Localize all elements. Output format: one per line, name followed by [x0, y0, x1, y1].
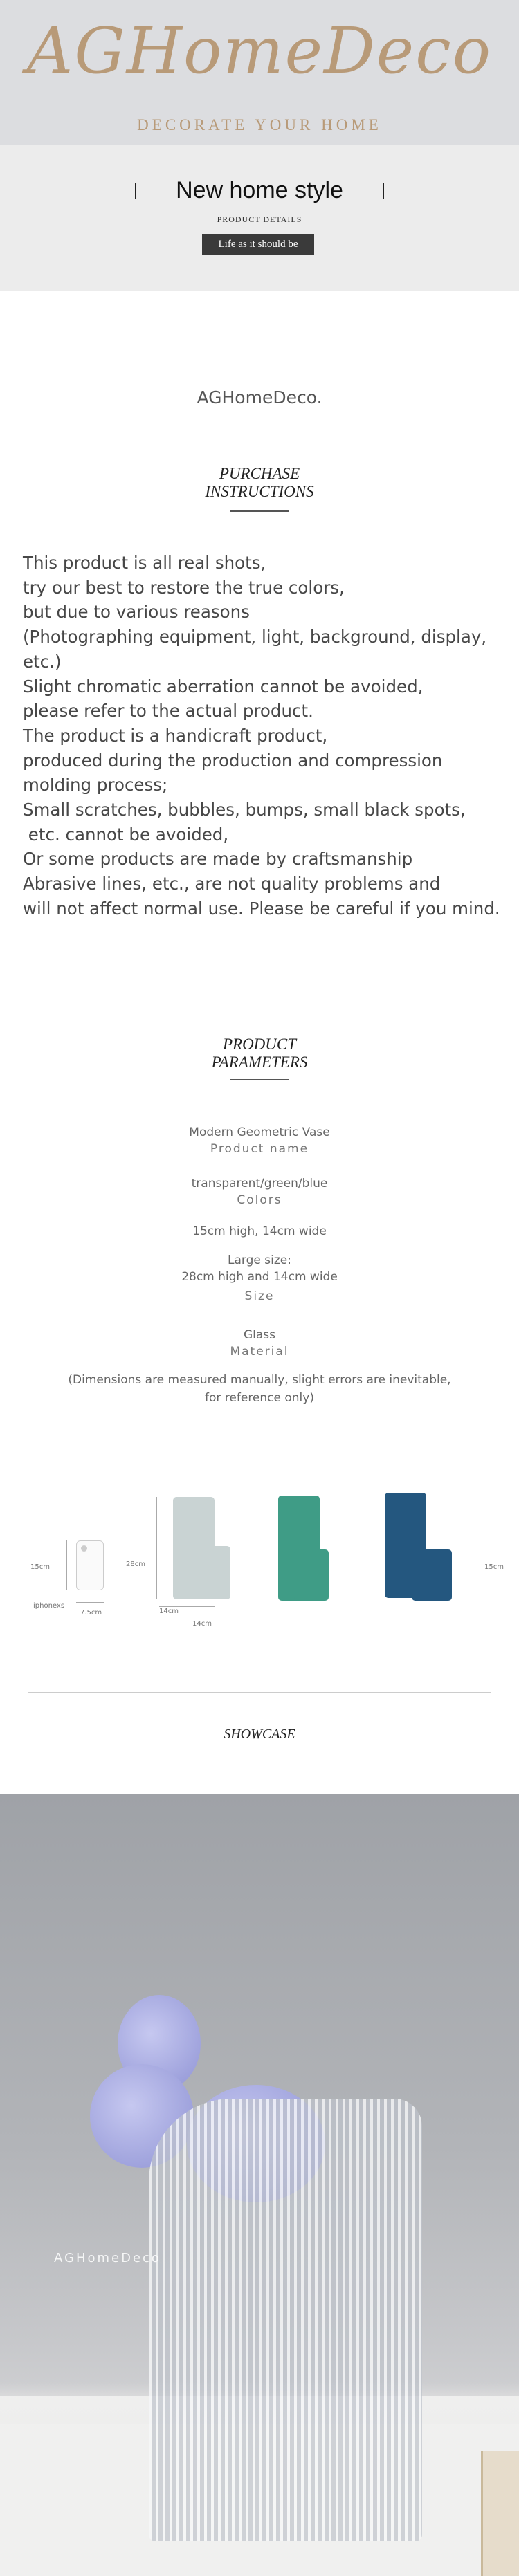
phone-height-line: [66, 1540, 67, 1590]
param-product-name: [0, 1124, 519, 1157]
section-divider: [28, 1692, 491, 1693]
param-key-colors: Colors: [237, 1193, 282, 1207]
large-width-label-1: 14cm: [159, 1608, 179, 1615]
parameters-title-line2: PARAMETERS: [211, 1054, 308, 1071]
hero-subtitle: PRODUCT DETAILS: [217, 214, 302, 224]
param-value-size-3: 28cm high and 14cm wide: [181, 1270, 338, 1284]
param-colors: [0, 1175, 519, 1208]
phone-camera-icon: [81, 1545, 87, 1552]
purchase-instructions-text: This product is all real shots, try our best to restore the true colors, but due to various reasons (Photographing equipment, light, background, display, etc.) Slight chromatic aberration cannot be avoided, please refer to the actual product. The product is a handicraft product, produced during the production and compression molding process; Small scratches, bubbles, bumps, small black spots, etc. cannot be avoided, Or some products are made by craftsmanship Abrasive lines, etc., are not quality problems and will not affect normal use. Please be careful if you mind.: [23, 553, 500, 919]
title-bar-left: [135, 183, 136, 199]
phone-width-line: [76, 1602, 104, 1603]
hero-band: [0, 145, 519, 291]
large-height-line: [156, 1497, 157, 1599]
param-key-name: Product name: [210, 1142, 309, 1156]
blue-vase-small: [412, 1549, 452, 1601]
purchase-title-line2: INSTRUCTIONS: [205, 483, 314, 500]
param-key-material: Material: [230, 1345, 289, 1359]
footnote-line-2: for reference only): [205, 1391, 314, 1405]
param-value-size-1: 15cm high, 14cm wide: [192, 1224, 327, 1238]
photo-frame-corner: [481, 2451, 519, 2576]
phone-width-label: 7.5cm: [80, 1609, 102, 1617]
dimensions-footnote: [0, 1371, 519, 1407]
large-width-label-2: 14cm: [192, 1620, 212, 1628]
hero-tagline-pill: Life as it should be: [202, 234, 314, 255]
phone-label: iphonexs: [33, 1602, 65, 1610]
ribbed-glass-vase: [149, 2099, 422, 2541]
parameters-title-rule: [230, 1079, 289, 1080]
brand-name: AGHomeDeco.: [197, 387, 322, 407]
small-height-label: 15cm: [484, 1563, 504, 1571]
phone-reference-icon: [76, 1540, 104, 1590]
photo-watermark: AGHomeDeco: [54, 2251, 161, 2265]
param-material: [0, 1327, 519, 1360]
param-value-size-2: Large size:: [228, 1253, 291, 1267]
showcase-title: SHOWCASE: [224, 1727, 295, 1742]
hero-title-row: [0, 177, 519, 204]
brand-logo: AGHomeDeco: [26, 14, 493, 88]
tagline: DECORATE YOUR HOME: [137, 116, 382, 134]
large-width-line: [159, 1606, 215, 1607]
title-bar-right: [383, 183, 384, 199]
parameters-title-line1: PRODUCT: [222, 1036, 297, 1053]
param-key-size: Size: [244, 1289, 275, 1303]
header-banner: [0, 0, 519, 145]
purchase-title-rule: [230, 510, 289, 512]
phone-height-label: 15cm: [30, 1563, 50, 1571]
param-value-colors: transparent/green/blue: [191, 1177, 328, 1190]
clear-vase-small: [196, 1546, 230, 1599]
footnote-line-1: (Dimensions are measured manually, slight errors are inevitable,: [68, 1373, 451, 1387]
purchase-title-line1: PURCHASE: [219, 465, 300, 482]
size-comparison-diagram: [0, 1480, 519, 1639]
green-vase-small: [294, 1549, 329, 1601]
param-size: [0, 1223, 519, 1305]
hero-title: New home style: [176, 177, 343, 203]
param-value-name: Modern Geometric Vase: [189, 1125, 330, 1139]
param-value-material: Glass: [243, 1328, 276, 1342]
showcase-photo: [0, 1794, 519, 2576]
large-height-label: 28cm: [126, 1561, 145, 1568]
